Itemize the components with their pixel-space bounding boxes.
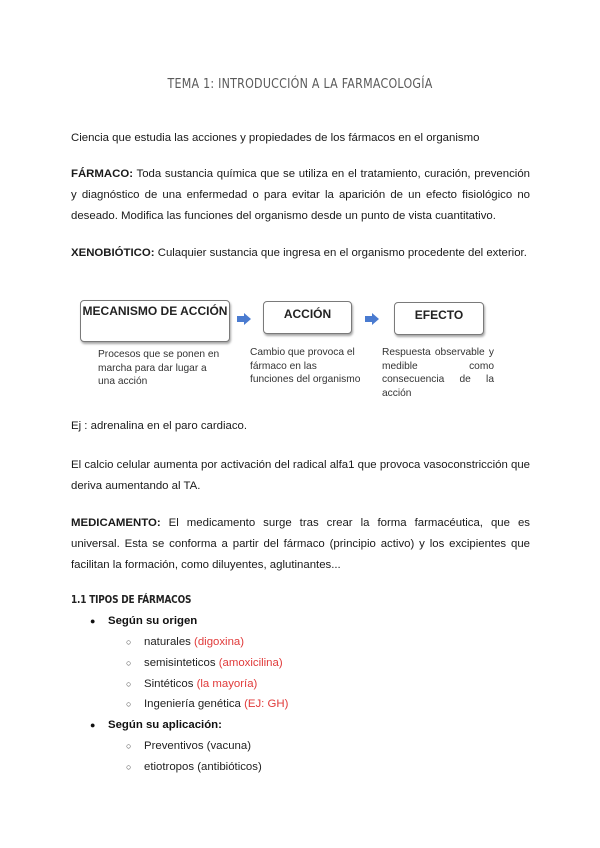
- medicamento-definition: El medicamento surge tras crear la forma farmacéutica, que es universal. Esta se conforma a partir del fármaco (principio activo) y los excipientes que facilitan la formación, como diluyentes, aglutinantes...: [71, 517, 530, 571]
- circle-bullet-icon: ○: [126, 679, 132, 689]
- circle-bullet-icon: ○: [126, 637, 132, 647]
- box-label: ACCIÓN: [283, 307, 332, 321]
- list-item: ○ Ingeniería genética (EJ: GH): [126, 698, 289, 710]
- pharmacology-flow-diagram: [80, 300, 520, 410]
- box-mecanismo-de-accion: [80, 300, 230, 342]
- bullet-icon: ●: [90, 720, 96, 730]
- medicamento-paragraph: [71, 513, 530, 575]
- caption-efecto: Respuesta observable y medible como consecuencia de la acción: [382, 347, 494, 399]
- circle-bullet-icon: ○: [126, 762, 132, 772]
- caption-accion: Cambio que provoca el fármaco en las funciones del organismo: [250, 347, 361, 385]
- list-item: ○ semisinteticos (amoxicilina): [126, 657, 283, 669]
- circle-bullet-icon: ○: [126, 658, 132, 668]
- circle-bullet-icon: ○: [126, 699, 132, 709]
- bullet-icon: ●: [90, 616, 96, 626]
- box-accion: [263, 301, 352, 334]
- list-item: ○ Preventivos (vacuna): [126, 740, 251, 752]
- xenobiotico-paragraph: [71, 243, 530, 264]
- farmaco-term: FÁRMACO:: [71, 168, 134, 180]
- list-item-aplicacion: [90, 719, 222, 731]
- intro-paragraph: Ciencia que estudia las acciones y propiedades de los fármacos en el organismo: [71, 132, 480, 144]
- circle-bullet-icon: ○: [126, 741, 132, 751]
- list-item-origen: [90, 615, 197, 627]
- page-title: TEMA 1: INTRODUCCIÓN A LA FARMACOLOGÍA: [167, 76, 433, 92]
- xenobiotico-term: XENOBIÓTICO:: [71, 247, 155, 259]
- section-title: 1.1 TIPOS DE FÁRMACOS: [71, 594, 192, 606]
- caption-mecanismo: Procesos que se ponen en marcha para dar lugar a una acción: [98, 349, 220, 387]
- arrow-right-icon: [365, 313, 379, 325]
- box-efecto: [394, 302, 484, 335]
- list-label: Según su origen: [108, 615, 198, 627]
- list-item: ○ Sintéticos (la mayoría): [126, 678, 258, 690]
- medicamento-term: MEDICAMENTO:: [71, 517, 161, 529]
- farmaco-paragraph: [71, 164, 530, 226]
- list-label: Según su aplicación:: [108, 719, 222, 731]
- farmaco-definition: Toda sustancia química que se utiliza en el tratamiento, curación, prevención y diagnóstico de una enfermedad o para evitar la aparición de un efecto fisiológico no deseado. Modifica las funciones del organismo desde un punto de vista cuantitativo.: [71, 168, 530, 222]
- arrow-right-icon: [237, 313, 251, 325]
- example-paragraph: Ej : adrenalina en el paro cardiaco.: [71, 420, 248, 432]
- calcio-paragraph: El calcio celular aumenta por activación del radical alfa1 que provoca vasoconstricción que deriva aumentando al TA.: [71, 459, 530, 492]
- box-label: EFECTO: [414, 308, 464, 322]
- list-item: ○ etiotropos (antibióticos): [126, 761, 262, 773]
- xenobiotico-definition: Culaquier sustancia que ingresa en el organismo procedente del exterior.: [154, 247, 527, 259]
- box-label: MECANISMO DE ACCIÓN: [82, 304, 228, 318]
- list-item: ○ naturales (digoxina): [126, 636, 245, 648]
